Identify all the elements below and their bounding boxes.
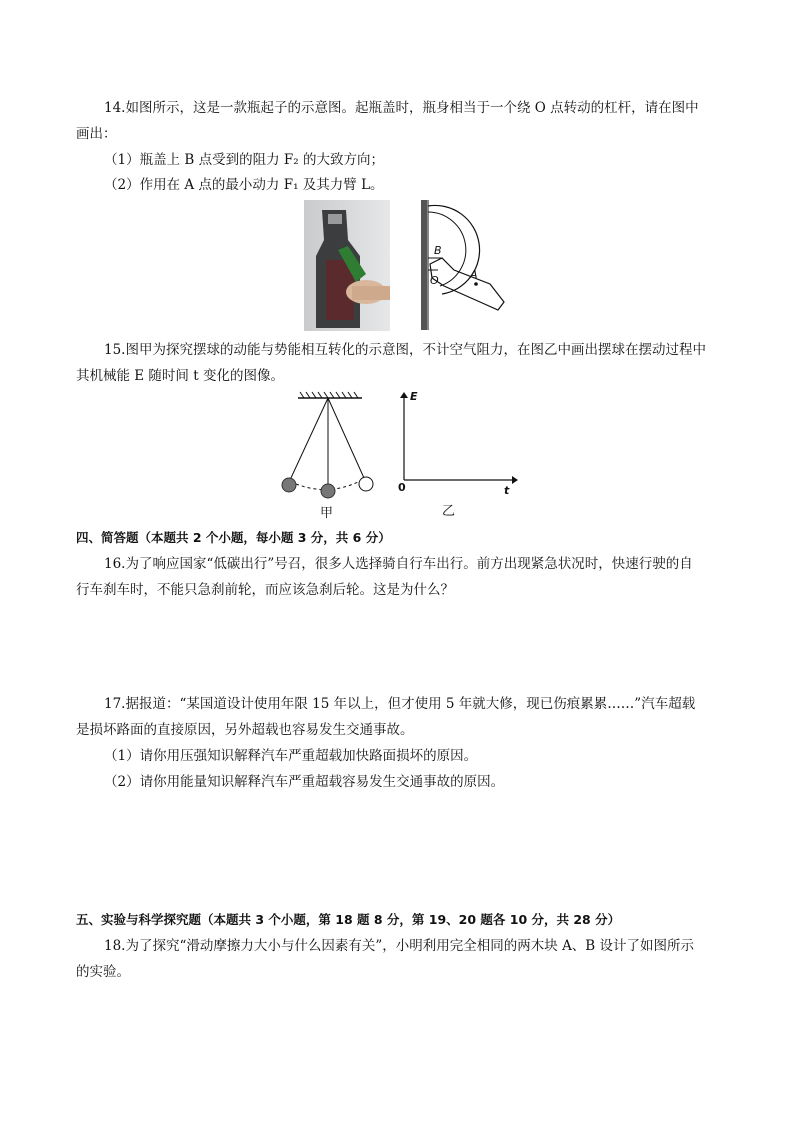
energy-time-axes bbox=[394, 390, 520, 520]
q18-line1: 18.为了探究“滑动摩擦力大小与什么因素有关”，小明利用完全相同的两木块 A、B 设计了如图所示 bbox=[104, 938, 695, 954]
q14-item1: （1）瓶盖上 B 点受到的阻力 F₂ 的大致方向； bbox=[104, 152, 384, 168]
q14-item2: （2）作用在 A 点的最小动力 F₁ 及其力臂 L。 bbox=[104, 177, 384, 193]
bottle-opener-photo bbox=[304, 200, 390, 331]
q16-line1: 16.为了响应国家“低碳出行”号召，很多人选择骑自行车出行。前方出现紧急状况时，快速行驶的自 bbox=[104, 556, 693, 572]
label-B: B bbox=[434, 244, 442, 257]
q17-item2: （2）请你用能量知识解释汽车严重超载容易发生交通事故的原因。 bbox=[104, 774, 505, 790]
q18-line2: 的实验。 bbox=[76, 964, 130, 980]
bottle-opener-diagram bbox=[418, 198, 508, 332]
section-5-heading: 五、实验与科学探究题（本题共 3 个小题，第 18 题 8 分，第 19、20 题各 10 分，共 28 分） bbox=[76, 912, 621, 927]
label-O: O bbox=[430, 274, 439, 287]
axis-origin-label: 0 bbox=[398, 481, 406, 494]
q17-line1: 17.据报道：“某国道设计使用年限 15 年以上，但才使用 5 年就大修，现已伤痕累累……”汽车超载 bbox=[104, 696, 696, 712]
q15-line1: 15.图甲为探究摆球的动能与势能相互转化的示意图，不计空气阻力，在图乙中画出摆球在摆动过程中 bbox=[104, 342, 706, 358]
axis-t-label: t bbox=[504, 484, 510, 497]
q17-item1: （1）请你用压强知识解释汽车严重超载加快路面损坏的原因。 bbox=[104, 748, 478, 764]
q14-line2: 画出： bbox=[76, 126, 117, 142]
q16-line2: 行车刹车时，不能只急刹前轮，而应该急刹后轮。这是为什么？ bbox=[76, 582, 454, 598]
pendulum-figure bbox=[276, 390, 386, 520]
q14-line1: 14.如图所示，这是一款瓶起子的示意图。起瓶盖时，瓶身相当于一个绕 O 点转动的杠杆，请在图中 bbox=[104, 100, 699, 116]
axis-E-label: E bbox=[410, 390, 418, 403]
label-yi: 乙 bbox=[442, 504, 456, 519]
label-jia: 甲 bbox=[320, 506, 334, 521]
q17-line2: 是损坏路面的直接原因，另外超载也容易发生交通事故。 bbox=[76, 722, 414, 738]
label-A: A bbox=[470, 268, 478, 281]
q15-line2: 其机械能 E 随时间 t 变化的图像。 bbox=[76, 368, 284, 384]
section-4-heading: 四、简答题（本题共 2 个小题，每小题 3 分，共 6 分） bbox=[76, 530, 391, 545]
